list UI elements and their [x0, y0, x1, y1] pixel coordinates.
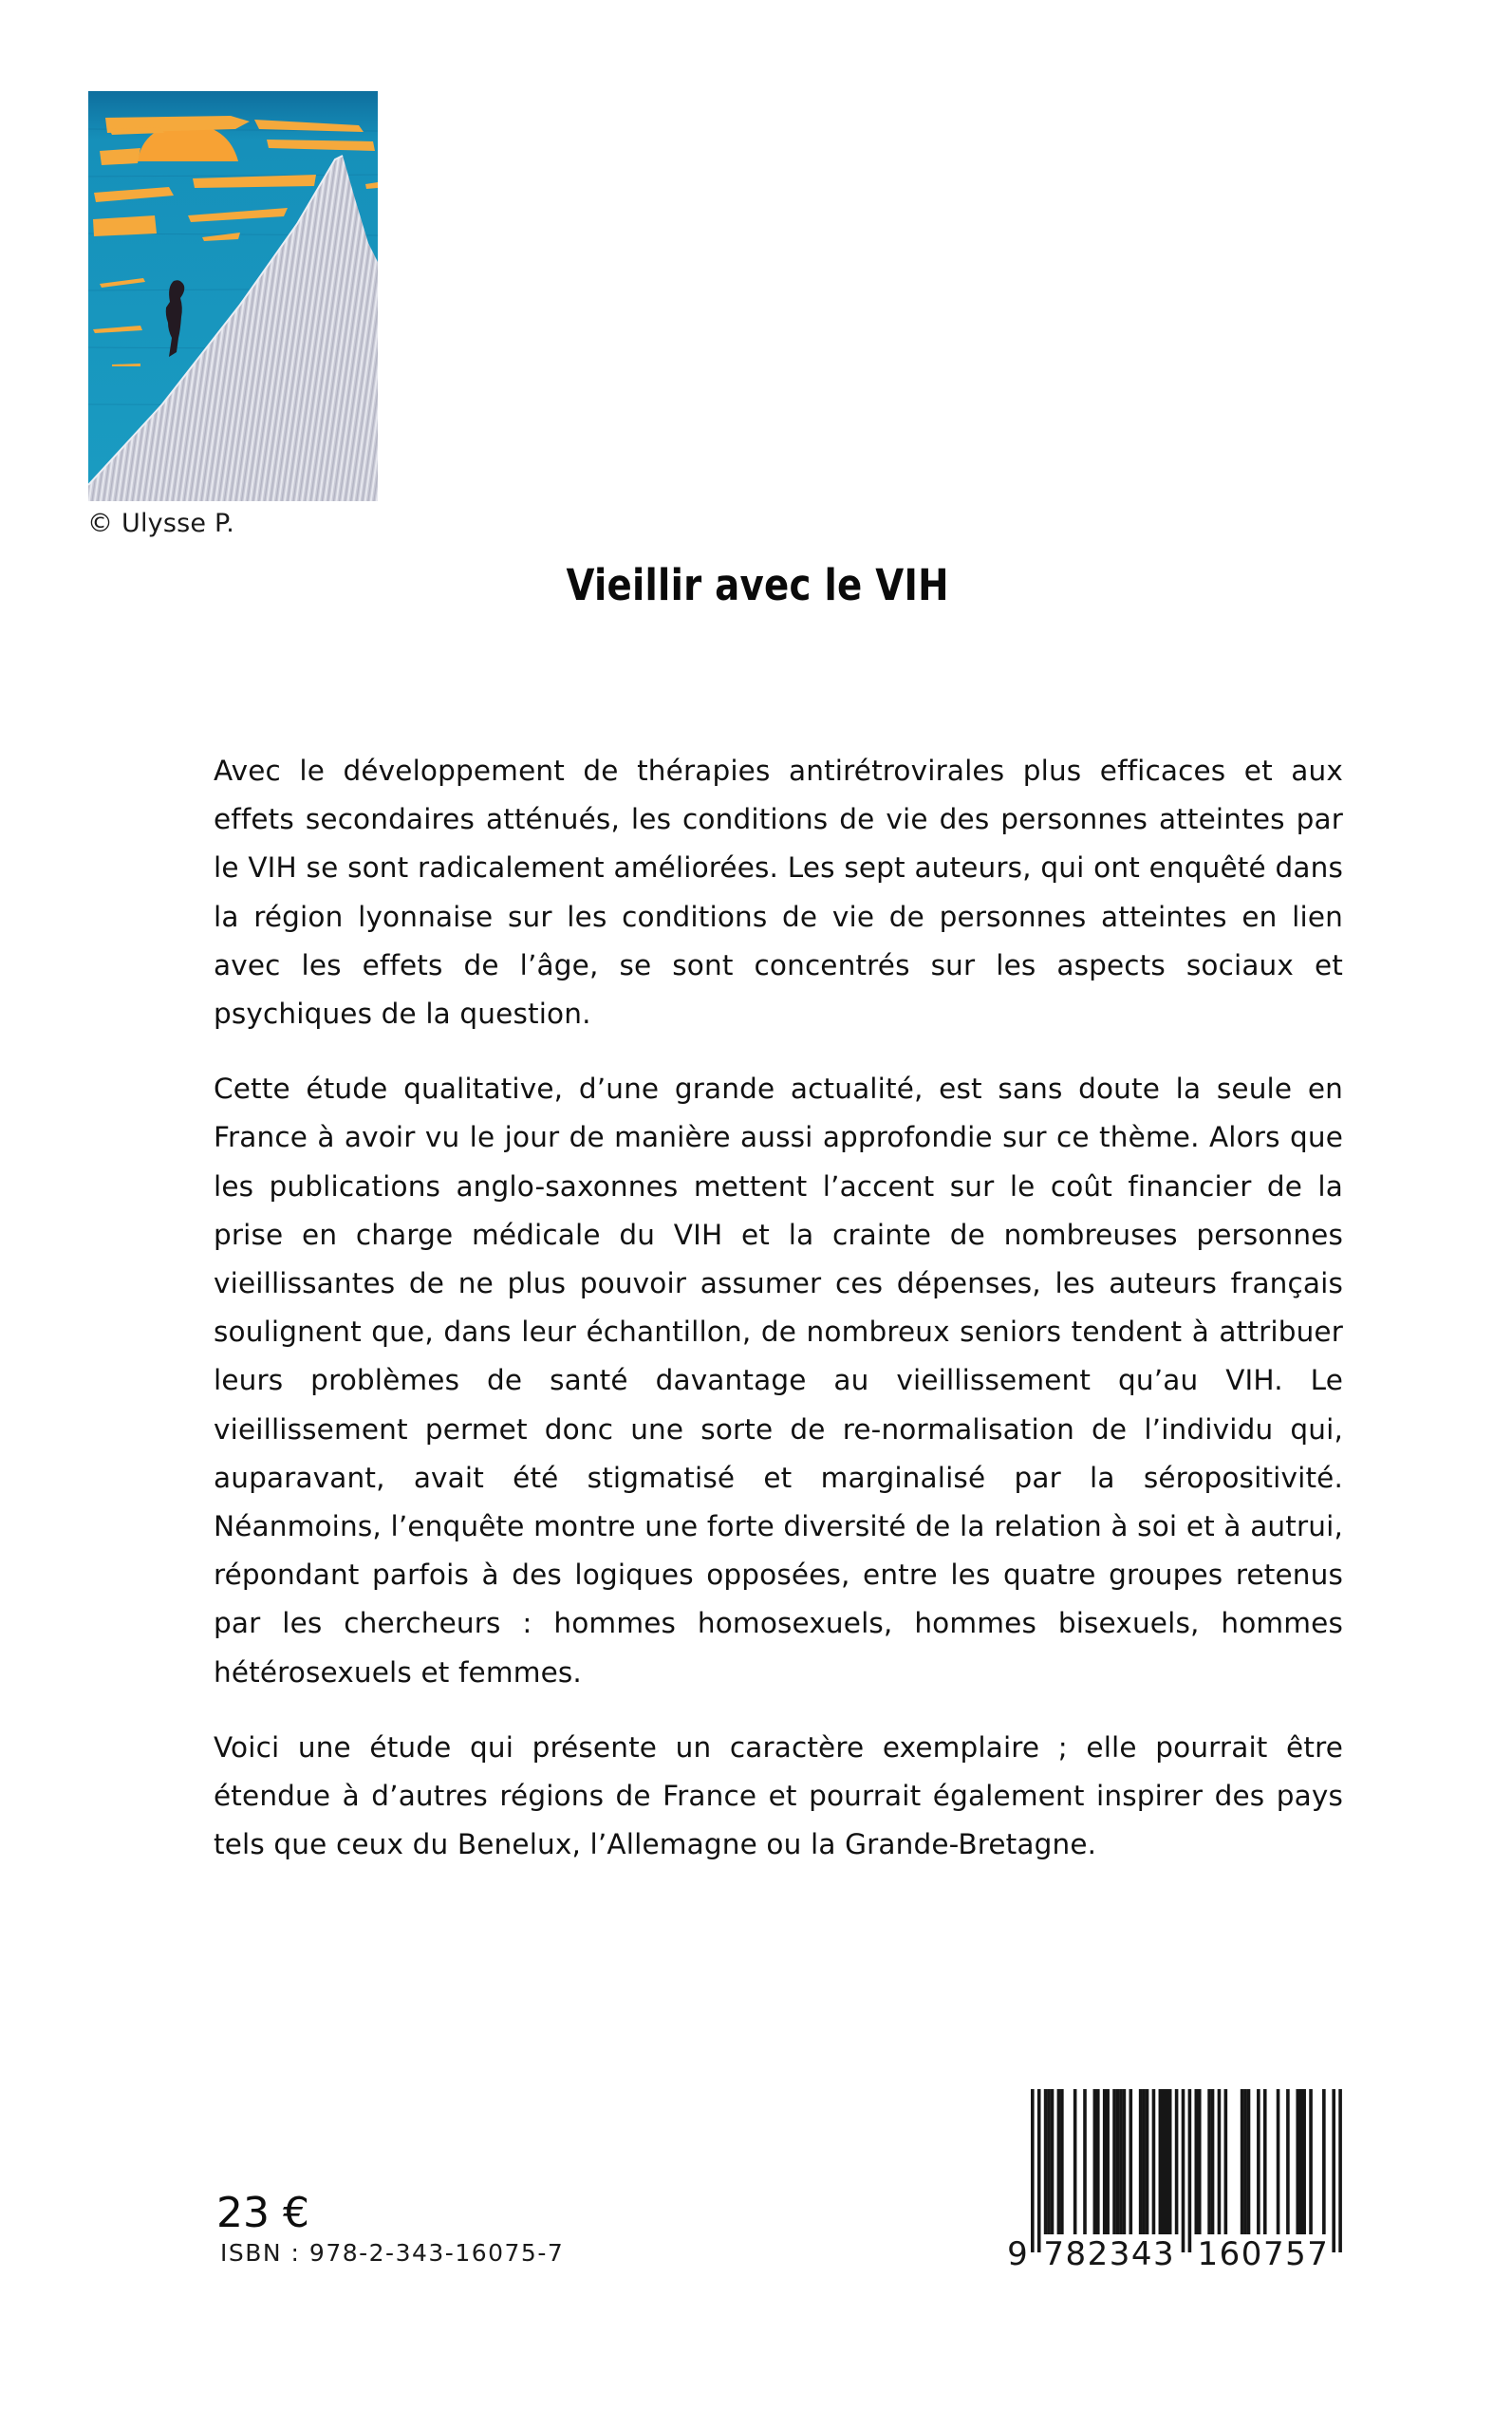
cover-illustration	[88, 91, 378, 501]
svg-text:160757: 160757	[1197, 2235, 1330, 2273]
price-label: 23 €	[216, 2189, 309, 2237]
sunset-mountain-illustration	[88, 91, 378, 501]
barcode-icon	[1006, 2086, 1348, 2276]
ean13-barcode	[1006, 2086, 1348, 2276]
svg-text:9: 9	[1007, 2235, 1028, 2273]
isbn-label: ISBN : 978-2-343-16075-7	[220, 2239, 565, 2267]
svg-text:782343: 782343	[1043, 2235, 1176, 2273]
blurb-paragraph-3: Voici une étude qui présente un caractère exemplaire ; elle pourrait être étendue à d’autres régions de France et pourrait également inspirer des pays tels que ceux du Benelux, l’Allemagne ou la Grande-Bretagne.	[214, 1730, 1343, 1861]
barcode-digits	[1007, 2235, 1329, 2273]
blurb-paragraph-2: Cette étude qualitative, d’une grande actualité, est sans doute la seule en France à avoir vu le jour de manière aussi approfondie sur ce thème. Alors que les publications anglo-saxonnes mettent l’accent sur le coût financier de la prise en charge médicale du VIH et la crainte de nombreuses personnes vieillissantes de ne plus pouvoir assumer ces dépenses, les auteurs français soulignent que, dans leur échantillon, de nombreux seniors tendent à attribuer leurs problèmes de santé davantage au vieillissement qu’au VIH. Le vieillissement permet donc une sorte de re-normalisation de l’individu qui, auparavant, avait été stigmatisé et marginalisé par la séropositivité. Néanmoins, l’enquête montre une forte diversité de la relation à soi et à autrui, répondant parfois à des logiques opposées, entre les quatre groupes retenus par les chercheurs : hommes homosexuels, hommes bisexuels, hommes hétérosexuels et femmes.	[214, 1073, 1343, 1689]
book-title: Vieillir avec le VIH	[566, 560, 949, 610]
back-cover-blurb	[214, 747, 1343, 1895]
blurb-paragraph-1: Avec le développement de thérapies antirétrovirales plus efficaces et aux effets secondaires atténués, les conditions de vie des personnes atteintes par le VIH se sont radicalement améliorées. Les sept auteurs, qui ont enquêté dans la région lyonnaise sur les conditions de vie de personnes atteintes en lien avec les effets de l’âge, se sont concentrés sur les aspects sociaux et psychiques de la question.	[214, 755, 1343, 1031]
illustration-credit: © Ulysse P.	[87, 509, 235, 538]
